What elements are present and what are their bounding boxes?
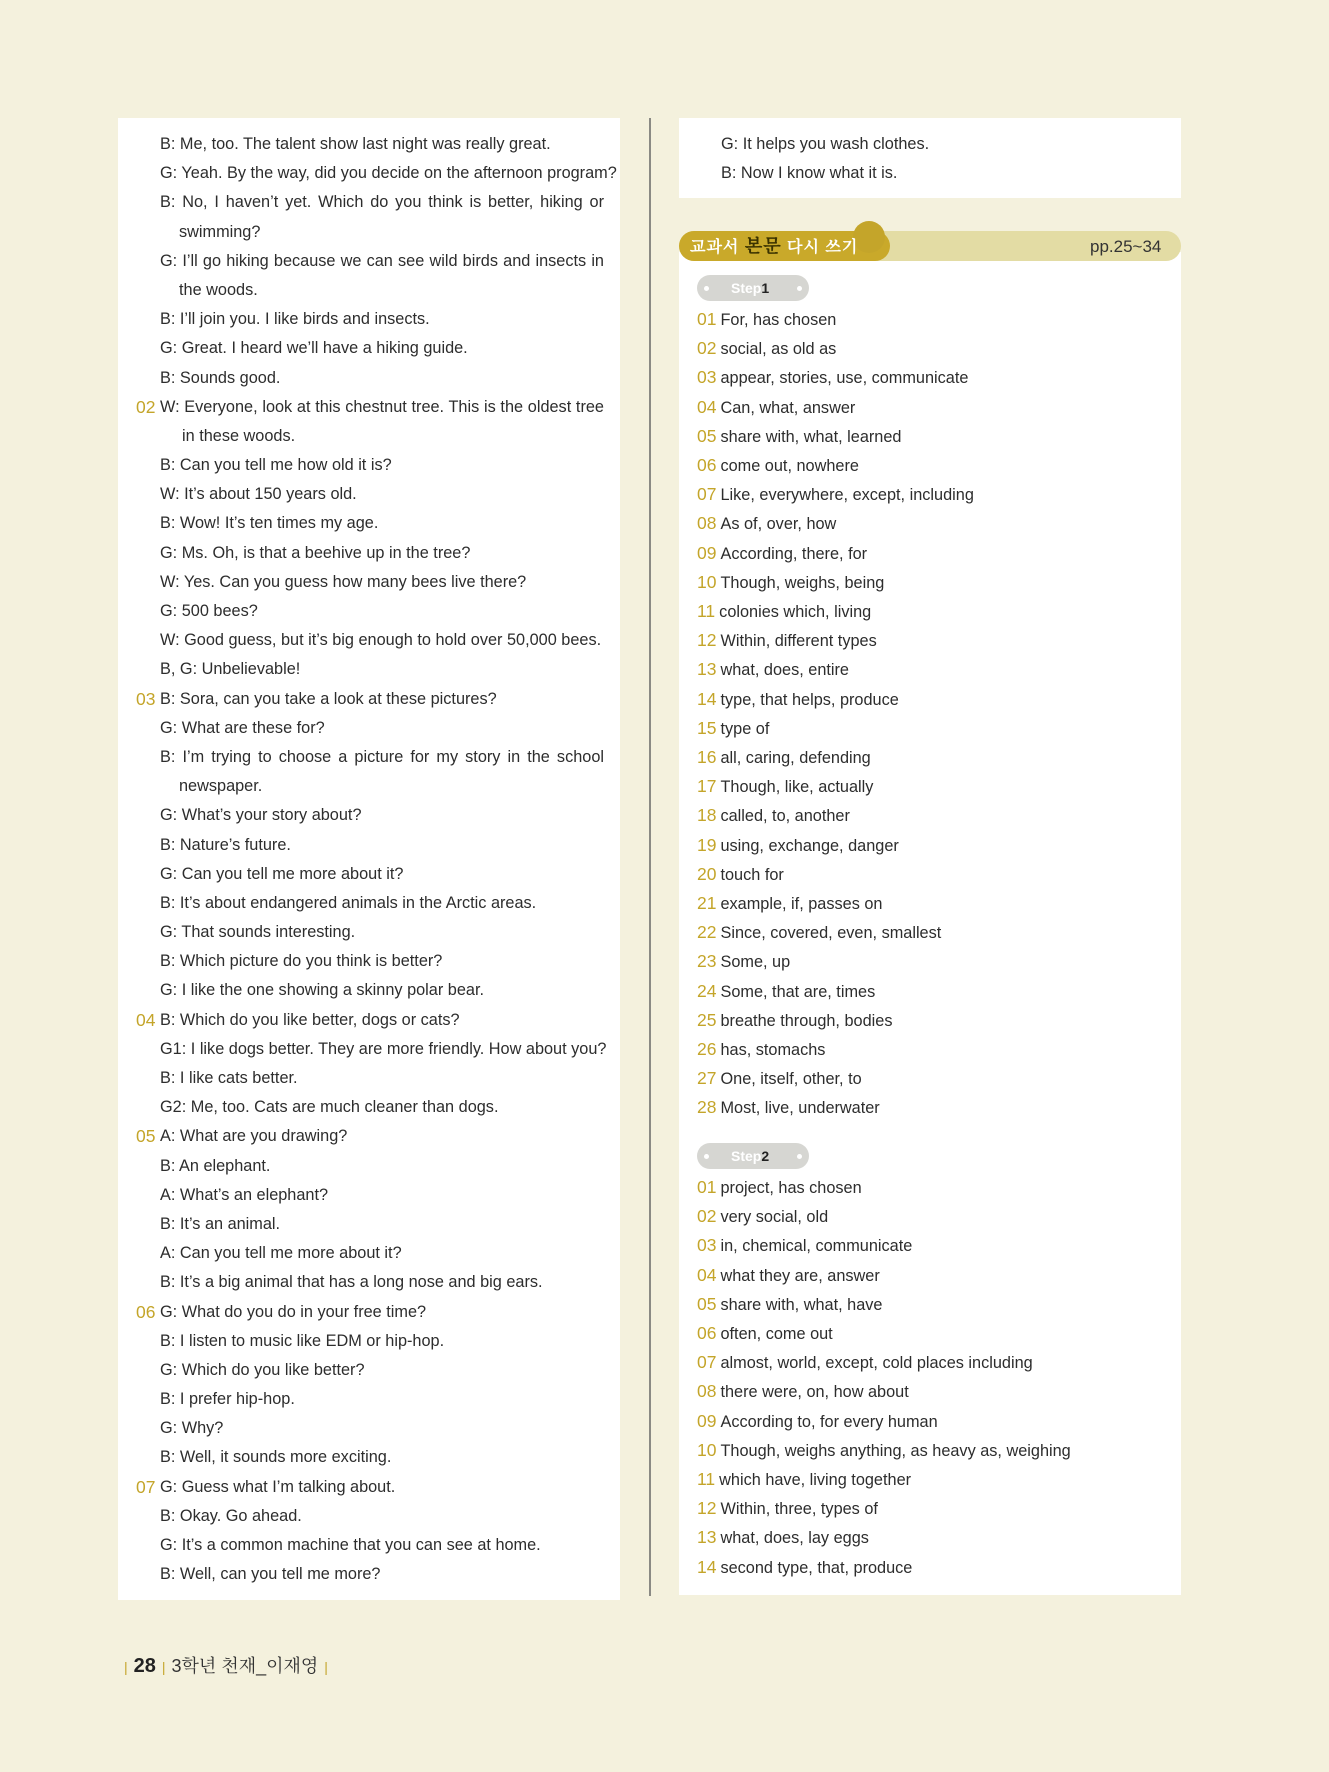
dialogue-text: W: Yes. Can you guess how many bees live there?: [160, 572, 527, 591]
dialogue-line: [118, 1298, 620, 1327]
dialogue-text: B: Me, too. The talent show last night was really great.: [160, 135, 551, 153]
answer-text: almost, world, except, cold places including: [720, 1354, 1033, 1373]
answer-text: Within, three, types of: [720, 1500, 878, 1519]
dialogue-text: swimming?: [179, 222, 261, 241]
dialogue-line: [118, 1152, 620, 1181]
dialogue-line: [118, 130, 620, 159]
dialogue-line: [118, 597, 620, 626]
answer-number: 20: [697, 863, 717, 884]
answer-text: example, if, passes on: [720, 895, 883, 913]
dialogue-text: B: I prefer hip-hop.: [160, 1390, 295, 1409]
answer-item: [697, 1035, 825, 1064]
dialogue-text: B: Wow! It’s ten times my age.: [160, 514, 379, 533]
dialogue-line: [118, 1356, 620, 1385]
item-number: 02: [136, 396, 156, 417]
dialogue-line: [118, 1443, 620, 1472]
answer-item: [697, 1202, 828, 1231]
dialogue-text: B: Nature’s future.: [160, 835, 291, 854]
section-title: [690, 231, 858, 261]
answer-item: [697, 334, 836, 363]
bullet-icon: [704, 1154, 709, 1159]
dialogue-line: [118, 947, 620, 976]
dialogue-line: [118, 1385, 620, 1414]
dialogue-text: G: Can you tell me more about it?: [160, 864, 404, 883]
footer-separator: |: [324, 1659, 328, 1675]
dialogue-text: A: What’s an elephant?: [160, 1185, 329, 1204]
answer-text: According to, for every human: [720, 1412, 938, 1431]
answer-number: 13: [697, 659, 717, 680]
answer-number: 11: [697, 601, 716, 621]
answer-item: [697, 1290, 882, 1319]
answer-item: [697, 480, 974, 509]
item-number: 03: [136, 688, 156, 709]
dialogue-line: [118, 685, 620, 714]
dialogue-text: G: What do you do in your free time?: [160, 1302, 427, 1321]
answer-text: which have, living together: [719, 1471, 912, 1489]
answer-item: [697, 655, 849, 684]
answer-text: come out, nowhere: [720, 457, 859, 475]
answer-number: 24: [697, 980, 717, 1001]
answer-item: [697, 1465, 911, 1494]
answer-item: [697, 772, 873, 801]
answer-item: [697, 1064, 862, 1093]
answer-number: 04: [697, 1264, 717, 1285]
answer-number: 11: [697, 1469, 716, 1489]
item-number: 06: [136, 1301, 156, 1322]
dialogue-text: B, G: Unbelievable!: [160, 660, 301, 679]
dialogue-line: [118, 1327, 620, 1356]
answer-text: One, itself, other, to: [720, 1070, 862, 1089]
answer-item: [697, 1173, 862, 1202]
section-title-part2: 본문: [744, 236, 782, 256]
answer-number: 12: [697, 1498, 717, 1519]
step1-label: Step: [731, 280, 762, 296]
answer-number: 27: [697, 1068, 717, 1089]
answer-item: [697, 1523, 869, 1552]
answer-text: Within, different types: [720, 632, 877, 651]
page-number: 28: [133, 1655, 156, 1677]
answer-number: 14: [697, 688, 717, 709]
answer-number: 15: [697, 717, 717, 738]
answer-item: [697, 1553, 912, 1582]
answer-text: very social, old: [720, 1208, 829, 1227]
dialogue-text: W: It’s about 150 years old.: [160, 485, 357, 504]
dialogue-line: [118, 218, 620, 247]
answer-text: breathe through, bodies: [720, 1011, 893, 1030]
answer-item: [697, 889, 882, 918]
dialogue-line: [118, 743, 604, 772]
answer-number: 22: [697, 922, 717, 943]
step1-number: 1: [761, 280, 770, 296]
answer-number: 28: [697, 1097, 717, 1118]
answer-number: 12: [697, 630, 717, 651]
dialogue-line: [118, 889, 620, 918]
dialogue-text: B: Sora, can you take a look at these pictures?: [160, 689, 497, 708]
answer-text: Some, that are, times: [720, 982, 876, 1001]
dialogue-line: [118, 1502, 620, 1531]
dialogue-text: B: An elephant.: [160, 1156, 271, 1175]
dialogue-line: [118, 1531, 620, 1560]
dialogue-text: B: Now I know what it is.: [721, 164, 898, 183]
dialogue-text: B: Okay. Go ahead.: [160, 1506, 302, 1525]
dialogue-text: A: Can you tell me more about it?: [160, 1244, 402, 1263]
answer-number: 08: [697, 1381, 717, 1402]
answer-item: [697, 1261, 880, 1290]
item-number: 04: [136, 1009, 156, 1030]
dialogue-line: [679, 159, 1181, 188]
dialogue-line: [118, 1210, 620, 1239]
dialogue-line: [118, 1122, 620, 1151]
answer-item: [697, 947, 790, 976]
answer-number: 05: [697, 1293, 717, 1314]
answer-text: all, caring, defending: [720, 749, 871, 767]
dialogue-text: G: Why?: [160, 1419, 224, 1438]
dialogue-text: G: Ms. Oh, is that a beehive up in the tree?: [160, 543, 471, 562]
answer-number: 19: [697, 834, 717, 855]
dialogue-text: B: Sounds good.: [160, 368, 281, 387]
dialogue-text: G: Which do you like better?: [160, 1360, 365, 1379]
dialogue-continuation-panel: [679, 118, 1181, 198]
answer-number: 02: [697, 1206, 717, 1227]
section-title-part3: 다시 쓰기: [781, 239, 859, 256]
answer-number: 07: [697, 1352, 717, 1373]
dialogue-line: [118, 451, 620, 480]
dialogue-text: B: Well, can you tell me more?: [160, 1565, 381, 1584]
dialogue-text: B: I like cats better.: [160, 1069, 298, 1087]
answer-number: 09: [697, 542, 717, 563]
answer-text: second type, that, produce: [720, 1558, 913, 1577]
dialogue-line: [118, 393, 604, 422]
answer-number: 13: [697, 1527, 717, 1548]
dialogue-text: G: Guess what I’m talking about.: [160, 1477, 396, 1496]
answer-item: [697, 685, 899, 714]
dialogue-line: [118, 1268, 620, 1297]
answer-item: [697, 539, 867, 568]
dialogue-line: [118, 276, 620, 305]
answer-number: 23: [697, 951, 717, 972]
book-title: 3학년 천재_이재영: [171, 1656, 319, 1676]
answer-number: 26: [697, 1039, 717, 1059]
answer-item: [697, 801, 850, 830]
answer-text: there were, on, how about: [720, 1383, 909, 1402]
answer-item: [697, 451, 859, 480]
dialogue-line: [118, 334, 620, 363]
dialogue-line: [679, 130, 1181, 159]
dialogue-text: B: I’m trying to choose a picture for my story in the school: [160, 747, 604, 766]
answer-text: has, stomachs: [720, 1041, 826, 1059]
answer-item: [697, 1319, 833, 1348]
answer-number: 10: [697, 571, 717, 592]
answer-item: [697, 509, 836, 538]
dialogue-line: [118, 247, 604, 276]
answer-number: 25: [697, 1009, 717, 1030]
dialogue-line: [118, 188, 604, 217]
answer-number: 18: [697, 805, 717, 826]
answer-number: 04: [697, 396, 717, 417]
answer-text: called, to, another: [720, 807, 850, 826]
answer-text: what, does, lay eggs: [720, 1529, 869, 1548]
answer-text: using, exchange, danger: [720, 836, 899, 855]
dialogue-text: G2: Me, too. Cats are much cleaner than dogs.: [160, 1098, 499, 1117]
dialogue-line: [118, 772, 620, 801]
dialogue-line: [118, 364, 620, 393]
dialogue-line: [118, 305, 620, 334]
answer-item: [697, 363, 968, 392]
dialogue-text: G: 500 bees?: [160, 602, 258, 620]
answer-number: 02: [697, 338, 717, 359]
answer-text: social, as old as: [720, 340, 837, 359]
dialogue-text: G: Great. I heard we’ll have a hiking guide.: [160, 339, 468, 358]
answer-text: type, that helps, produce: [720, 690, 899, 709]
dialogue-text: W: Good guess, but it’s big enough to hold over 50,000 bees.: [160, 631, 602, 650]
answer-number: 14: [697, 1556, 717, 1577]
dialogue-text: B: It’s about endangered animals in the Arctic areas.: [160, 893, 537, 912]
dialogue-line: [118, 976, 620, 1005]
item-number: 05: [136, 1126, 156, 1147]
answer-item: [697, 1093, 880, 1122]
dialogue-text: G: What are these for?: [160, 718, 325, 737]
dialogue-text: B: I’ll join you. I like birds and insects.: [160, 310, 430, 329]
answer-text: Can, what, answer: [720, 398, 856, 417]
dialogue-line: [118, 626, 620, 655]
answer-item: [697, 1231, 912, 1260]
answer-item: [697, 393, 855, 422]
step2-badge: [697, 1143, 809, 1169]
answer-text: Most, live, underwater: [720, 1099, 880, 1118]
dialogue-text: the woods.: [179, 280, 258, 299]
dialogue-text: W: Everyone, look at this chestnut tree. This is the oldest tree: [160, 397, 604, 416]
page-footer: [118, 1652, 334, 1680]
dialogue-text: G: I’ll go hiking because we can see wild birds and insects in: [160, 251, 604, 270]
dialogue-text: newspaper.: [179, 777, 263, 796]
item-number: 07: [136, 1476, 156, 1497]
answer-text: Though, weighs, being: [720, 573, 885, 592]
dialogue-line: [118, 801, 620, 830]
dialogue-text: in these woods.: [182, 426, 296, 445]
answer-text: As of, over, how: [720, 515, 837, 534]
answer-text: in, chemical, communicate: [720, 1237, 913, 1256]
dialogue-line: [118, 539, 620, 568]
answer-item: [697, 918, 941, 947]
answer-item: [697, 626, 877, 655]
dialogue-text: A: What are you drawing?: [160, 1127, 348, 1146]
answer-number: 17: [697, 776, 717, 797]
bullet-icon: [704, 286, 709, 291]
answer-number: 08: [697, 513, 717, 534]
answer-item: [697, 1348, 1033, 1377]
dialogue-line: [118, 714, 620, 743]
answer-text: project, has chosen: [720, 1179, 862, 1197]
answer-item: [697, 1006, 892, 1035]
bullet-icon: [797, 1154, 802, 1159]
answer-number: 06: [697, 1323, 717, 1343]
dialogue-text: B: Which do you like better, dogs or cats?: [160, 1010, 460, 1029]
dialogue-line: [118, 568, 620, 597]
dialogue-line: [118, 860, 620, 889]
answer-item: [697, 977, 875, 1006]
dialogue-line: [118, 1035, 620, 1064]
step2-number: 2: [761, 1148, 770, 1164]
answer-text: Though, weighs anything, as heavy as, weighing: [720, 1441, 1071, 1460]
dialogue-line: [118, 1560, 620, 1589]
answer-number: 03: [697, 367, 717, 388]
dialogue-text: B: Which picture do you think is better?: [160, 952, 443, 971]
column-divider: [649, 118, 651, 1596]
dialogue-text: G1: I like dogs better. They are more friendly. How about you?: [160, 1039, 607, 1058]
answer-item: [697, 568, 884, 597]
answer-item: [697, 1377, 909, 1406]
dialogue-line: [118, 1181, 620, 1210]
answer-text: colonies which, living: [719, 603, 872, 621]
answer-number: 06: [697, 455, 717, 475]
answer-item: [697, 831, 899, 860]
page-range: pp.25~34: [1090, 237, 1162, 256]
answer-number: 09: [697, 1410, 717, 1431]
answer-text: type of: [720, 719, 770, 738]
dialogue-line: [118, 509, 620, 538]
dialogue-line: [118, 159, 620, 188]
dialogue-text: B: Can you tell me how old it is?: [160, 456, 392, 475]
dialogue-line: [118, 1414, 620, 1443]
bullet-icon: [797, 286, 802, 291]
answer-text: what, does, entire: [720, 661, 849, 680]
answer-item: [697, 714, 769, 743]
answer-text: share with, what, learned: [720, 427, 902, 446]
dialogue-text: B: It’s an animal.: [160, 1214, 281, 1233]
step1-badge: [697, 275, 809, 301]
answer-number: 03: [697, 1235, 717, 1256]
answer-text: Some, up: [720, 953, 791, 972]
answer-text: touch for: [720, 865, 784, 884]
answer-item: [697, 860, 784, 889]
answer-text: Like, everywhere, except, including: [720, 486, 974, 505]
answer-text: For, has chosen: [720, 311, 837, 329]
dialogue-line: [118, 480, 620, 509]
answer-number: 16: [697, 747, 717, 767]
answer-text: what they are, answer: [720, 1266, 880, 1285]
answer-number: 07: [697, 484, 717, 505]
answer-item: [697, 305, 836, 334]
footer-separator: |: [124, 1659, 128, 1675]
step2-label: Step: [731, 1148, 762, 1164]
answer-item: [697, 597, 871, 626]
dialogue-text: B: No, I haven’t yet. Which do you think is better, hiking or: [160, 193, 604, 212]
dialogue-line: [118, 655, 620, 684]
answer-text: often, come out: [720, 1325, 833, 1343]
dialogue-text: G: It helps you wash clothes.: [721, 135, 930, 153]
dialogue-text: G: It’s a common machine that you can see at home.: [160, 1536, 541, 1554]
answer-text: appear, stories, use, communicate: [720, 369, 969, 388]
answer-text: share with, what, have: [720, 1295, 883, 1314]
dialogue-line: [118, 1473, 620, 1502]
answer-text: Though, like, actually: [720, 778, 874, 797]
dialogue-text: B: I listen to music like EDM or hip-hop.: [160, 1331, 445, 1350]
answer-text: According, there, for: [720, 544, 868, 563]
answer-number: 05: [697, 425, 717, 446]
answer-number: 01: [697, 1177, 717, 1197]
dialogue-text: G: Yeah. By the way, did you decide on the afternoon program?: [160, 164, 617, 183]
answer-item: [697, 743, 871, 772]
answer-number: 01: [697, 309, 717, 329]
answer-item: [697, 422, 901, 451]
dialogue-panel: [118, 118, 620, 1600]
dialogue-line: [118, 1093, 620, 1122]
dialogue-line: [118, 1239, 620, 1268]
dialogue-line: [118, 1006, 620, 1035]
footer-separator: |: [161, 1659, 166, 1675]
section-title-part1: 교과서: [690, 239, 745, 256]
answer-text: Since, covered, even, smallest: [720, 924, 942, 943]
dialogue-text: G: That sounds interesting.: [160, 923, 356, 942]
dialogue-line: [118, 422, 620, 451]
dialogue-text: B: Well, it sounds more exciting.: [160, 1448, 392, 1467]
dialogue-line: [118, 918, 620, 947]
dialogue-text: G: What’s your story about?: [160, 806, 362, 825]
dialogue-line: [118, 1064, 620, 1093]
answer-item: [697, 1436, 1071, 1465]
dialogue-text: B: It’s a big animal that has a long nose and big ears.: [160, 1273, 543, 1292]
answer-item: [697, 1407, 938, 1436]
dialogue-text: G: I like the one showing a skinny polar bear.: [160, 981, 485, 1000]
answer-item: [697, 1494, 878, 1523]
answer-number: 10: [697, 1439, 717, 1460]
answer-number: 21: [697, 893, 717, 913]
dialogue-line: [118, 831, 620, 860]
